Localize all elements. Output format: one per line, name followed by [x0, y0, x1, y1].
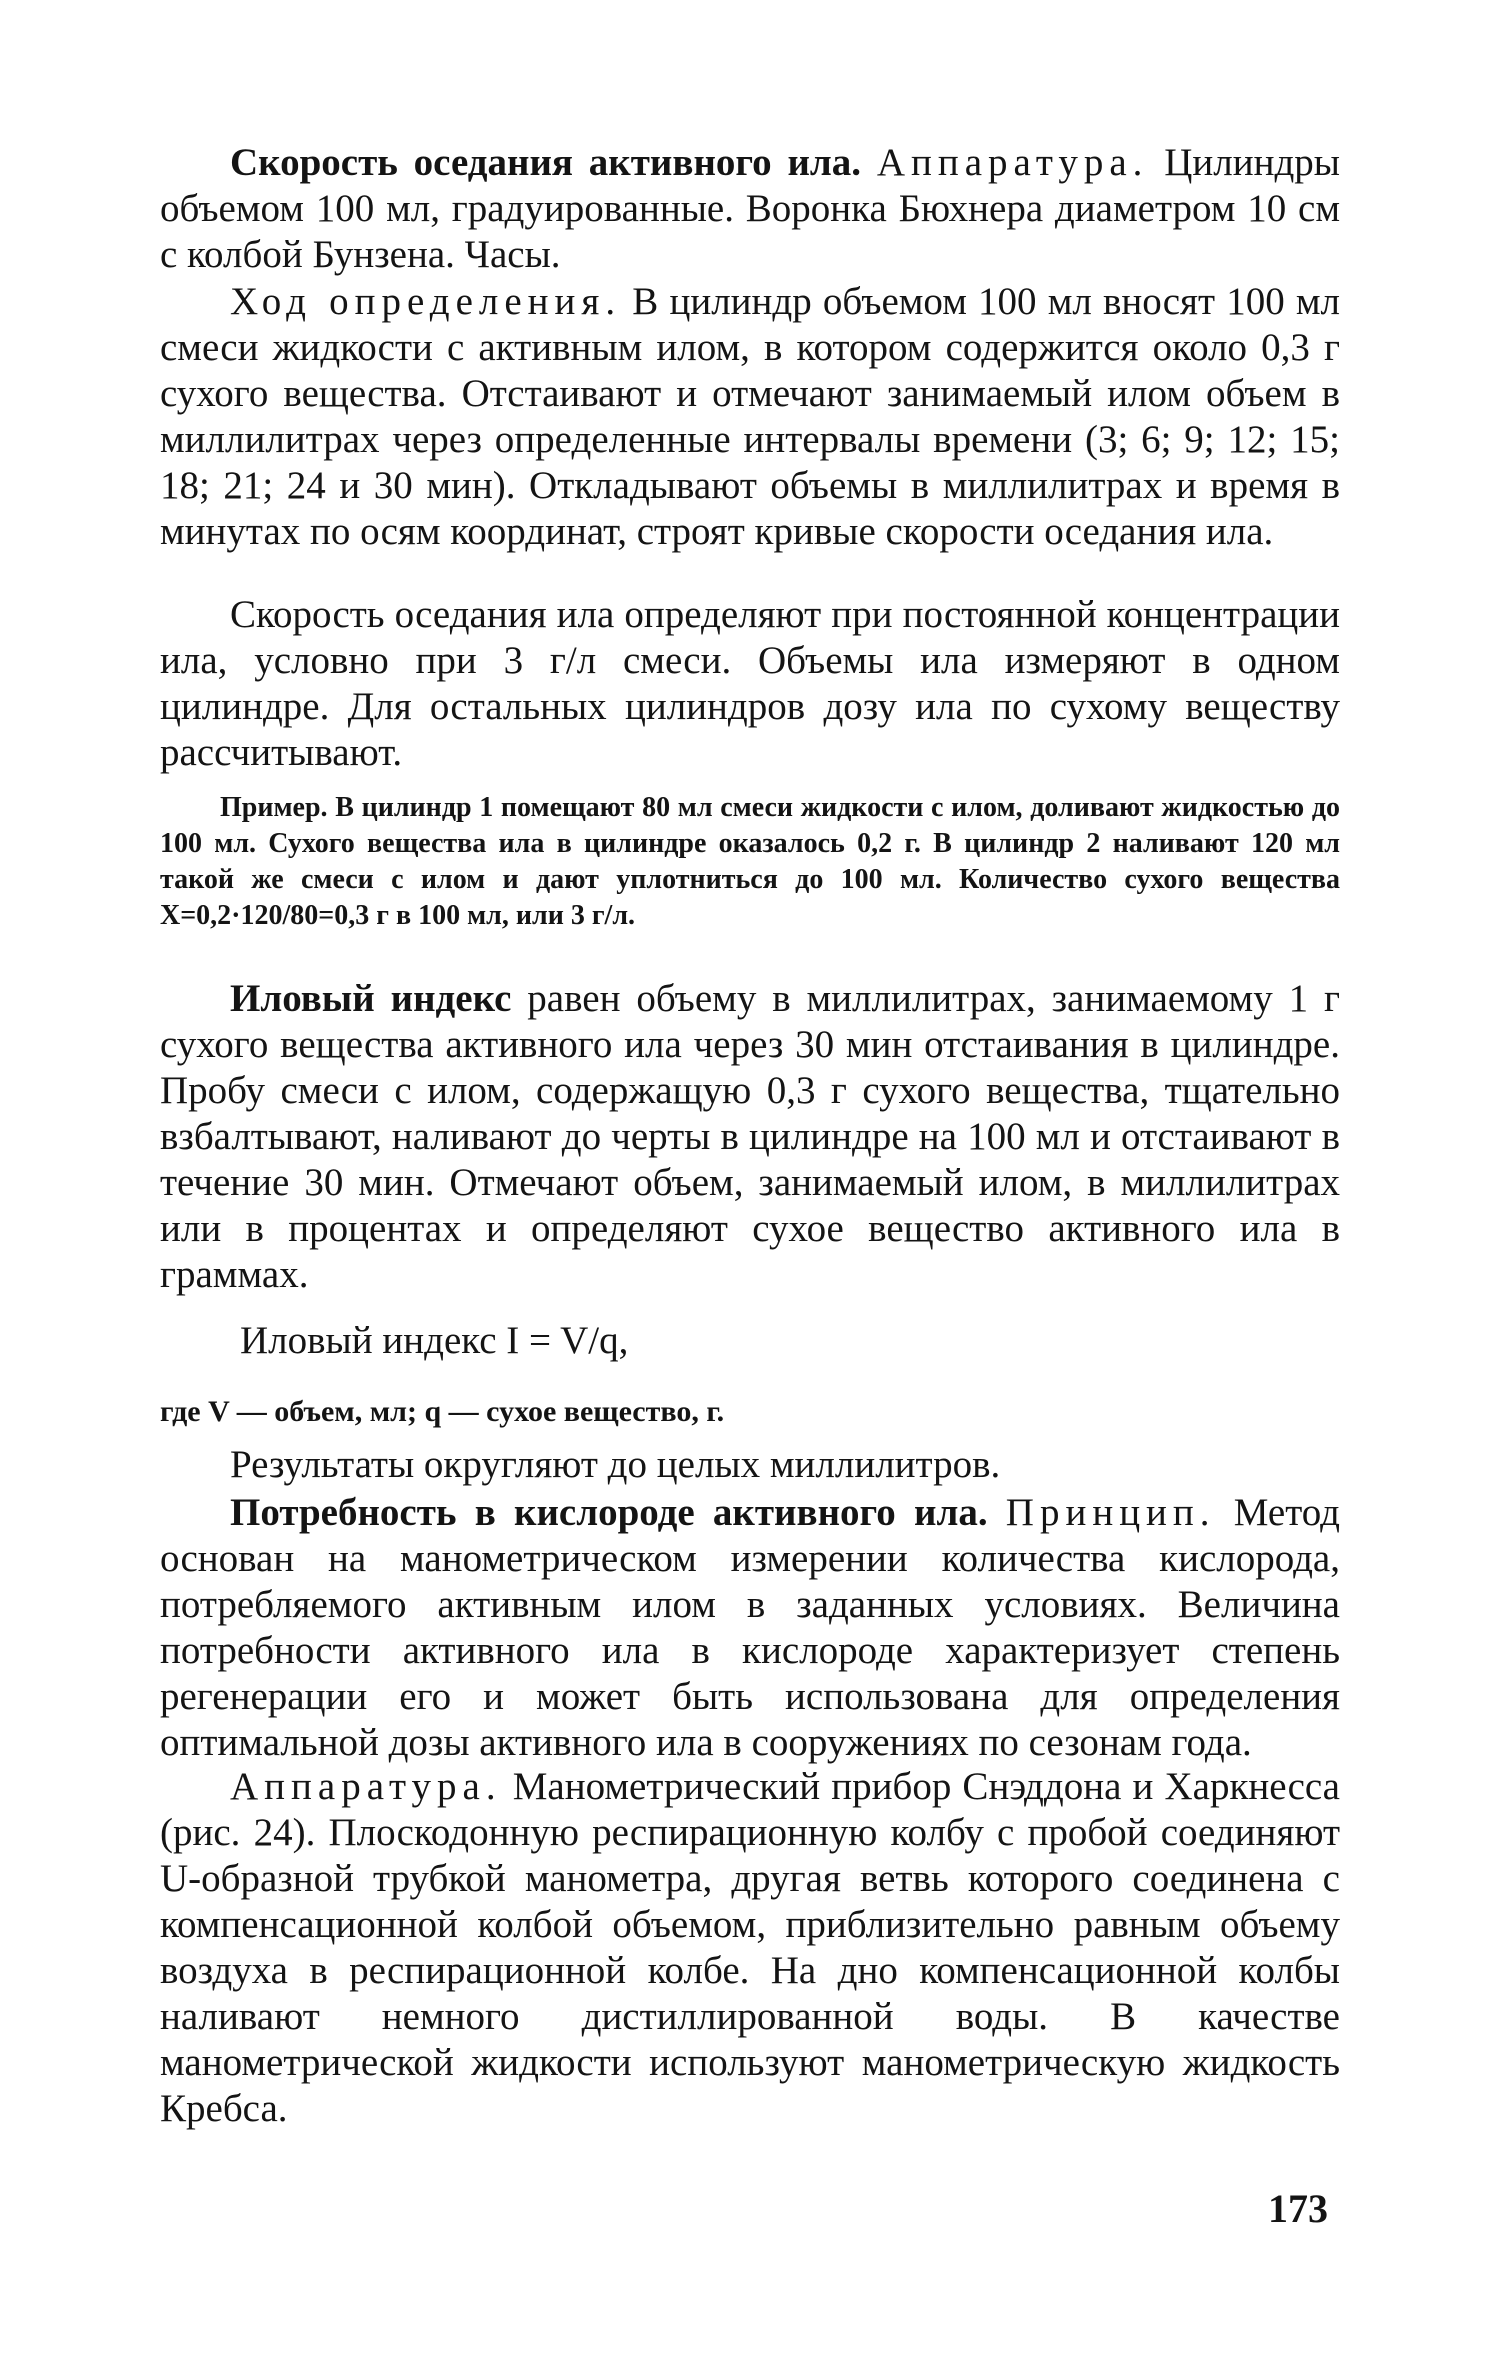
- paragraph-rounding: [160, 1442, 1340, 1488]
- example-block: [160, 790, 1340, 934]
- formula-block: [160, 1318, 1340, 1432]
- section-term-sludge-index: Иловый индекс: [230, 977, 512, 1020]
- page-number: 173: [1268, 2186, 1328, 2231]
- paragraph-text: Манометрический прибор Снэддона и Харкнесса (рис. 24). Плоскодонную респирационную колбу с пробой соединяют U-образной трубкой манометра, другая ветвь которого соединена с компенсационной колбой объемом, приблизительно равным объему воздуха в респирационной колбе. На дно компенсационной колбы наливают немного дистиллированной воды. В качестве манометрической жидкости используют манометрическую жидкость Кребса.: [160, 1765, 1340, 2130]
- subheading-apparatus: Аппаратура.: [876, 141, 1149, 184]
- section-term-sedimentation: Скорость оседания активного ила.: [230, 141, 862, 184]
- paragraph-text: Цилиндры объемом 100 мл, градуированные. Воронка Бюхнера диаметром 10 см с колбой Бунзена. Часы.: [160, 141, 1340, 276]
- subheading-apparatus-2: Аппаратура.: [230, 1765, 502, 1808]
- paragraph-sedimentation-rate: [160, 140, 1340, 278]
- formula-legend: где V — объем, мл; q — сухое вещество, г.: [160, 1395, 725, 1428]
- paragraph-text: Скорость оседания ила определяют при постоянной концентрации ила, условно при 3 г/л смеси. Объемы ила измеряют в одном цилиндре. Для остальных цилиндров дозу ила по сухому веществу рассчитывают.: [160, 593, 1340, 774]
- paragraph-text: Результаты округляют до целых миллилитров.: [230, 1443, 1001, 1486]
- paragraph-procedure: [160, 279, 1340, 555]
- example-text: В цилиндр 1 помещают 80 мл смеси жидкости с илом, доливают жидкостью до 100 мл. Сухого вещества ила в цилиндре оказалось 0,2 г. В цилиндр 2 наливают 120 мл такой же смеси с илом и дают уплотниться до 100 мл. Количество сухого вещества X=0,2·120/80=0,3 г в 100 мл, или 3 г/л.: [160, 792, 1340, 931]
- paragraph-sludge-index: [160, 976, 1340, 1298]
- paragraph-text: В цилиндр объемом 100 мл вносят 100 мл смеси жидкости с активным илом, в котором содержится около 0,3 г сухого вещества. Отстаивают и отмечают занимаемый илом объем в миллилитрах через определенные интервалы времени (3; 6; 9; 12; 15; 18; 21; 24 и 30 мин). Откладывают объемы в миллилитрах и время в минутах по осям координат, строят кривые скорости оседания ила.: [160, 280, 1341, 553]
- paragraph-text: Метод основан на манометрическом измерении количества кислорода, потребляемого активным илом в заданных условиях. Величина потребности активного ила в кислороде характеризует степень регенерации его и может быть использована для определения оптимальной дозы активного ила в сооружениях по сезонам года.: [160, 1491, 1340, 1764]
- example-label: Пример.: [220, 792, 328, 823]
- section-term-oxygen-demand: Потребность в кислороде активного ила.: [230, 1491, 988, 1534]
- subheading-procedure: Ход определения.: [230, 280, 622, 323]
- paragraph-text: равен объему в миллилитрах, занимаемому 1 г сухого вещества активного ила через 30 мин отстаивания в цилиндре. Пробу смеси с илом, содержащую 0,3 г сухого вещества, тщательно взбалтывают, наливают до черты в цилиндре на 100 мл и отстаивают в течение 30 мин. Отмечают объем, занимаемый илом, в миллилитрах или в процентах и определяют сухое вещество активного ила в граммах.: [160, 977, 1340, 1296]
- paragraph-oxygen-demand: [160, 1490, 1340, 1766]
- formula-text: Иловый индекс I = V/q,: [240, 1319, 629, 1362]
- paragraph-concentration: [160, 592, 1340, 776]
- subheading-principle: Принцип.: [1005, 1491, 1216, 1534]
- paragraph-apparatus-2: [160, 1764, 1340, 2132]
